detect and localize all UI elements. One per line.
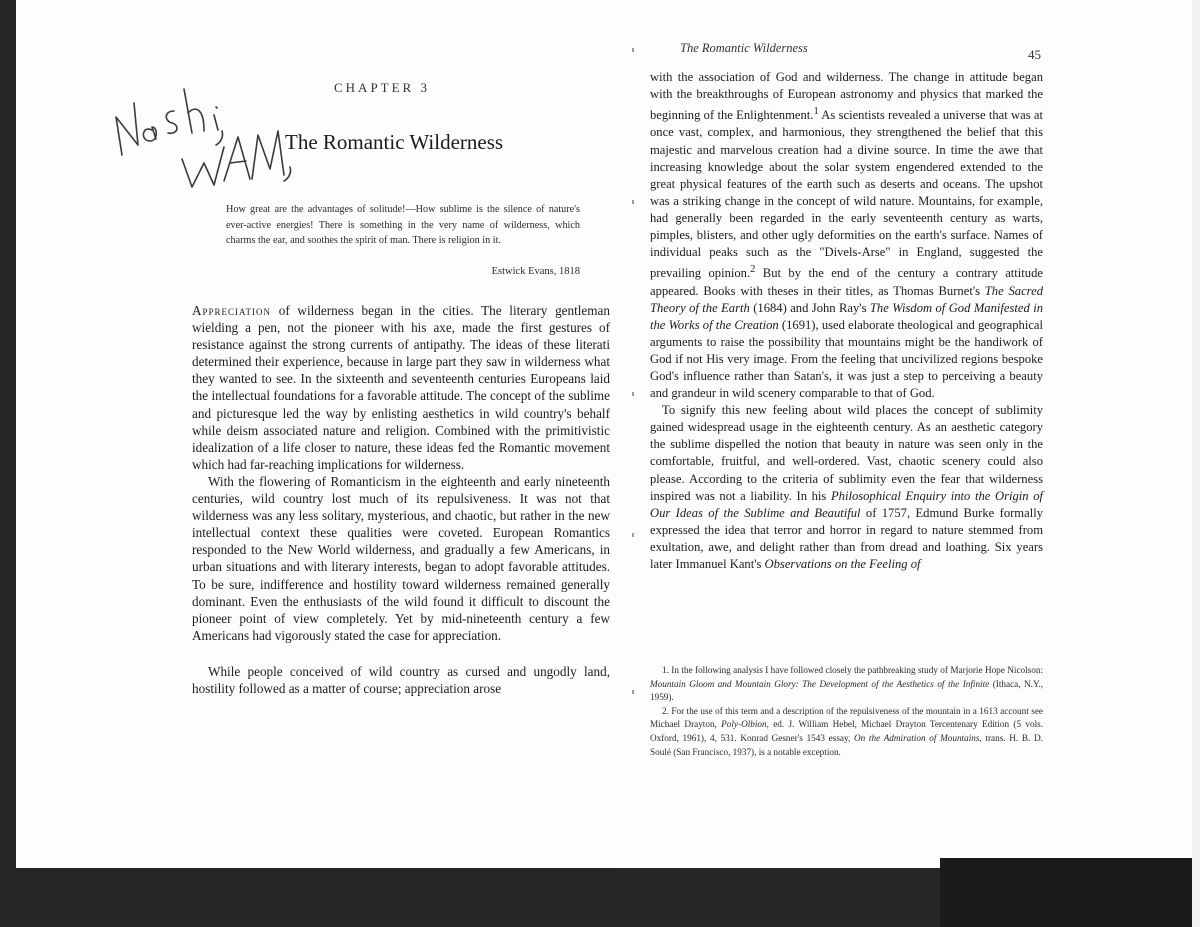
running-head: The Romantic Wilderness — [680, 41, 808, 55]
chapter-label: CHAPTER 3 — [334, 80, 430, 95]
scan-border-bottom-right — [940, 858, 1200, 927]
paragraph-text: (1691), used elaborate theological and geographical arguments to raise the possibility that mountains might be the handiwork of God if not His very image. From the feeling that uncivilized regions bespoke God's influence rather than Satan's, it was just a step to perceiving a beauty and grandeur in wild scenery comparable to that of God. — [650, 317, 1044, 401]
gutter-mark — [632, 48, 634, 52]
left-body-text — [192, 302, 610, 697]
footnote-ref: 2 — [750, 264, 756, 276]
paragraph — [650, 69, 1043, 402]
paragraph-text: of 1757, Edmund Burke formally expressed the idea that terror and horror in regard to nature stemmed from exultation, awe, and delight rather than from dread and loathing. Six years later Immanuel Kant's — [650, 505, 1043, 571]
paragraph-text: As scientists revealed a universe that was at once vast, complex, and harmonious, they strengthened the belief that this majestic and marvelous creation had a divine source. In time the awe that increasing knowledge about the solar system engendered extended to the great physical features of the earth such as deserts and oceans. The upshot was a striking change in the concept of wild nature. Mountains, for example, had generally been regarded in the early seventeenth century as warts, pimples, blisters, and other ugly deformities on the earth's surface. Names of individual peaks such as the "Divels-Arse" in England, suggested the prevailing opinion. — [650, 108, 1043, 281]
scan-border-left — [0, 0, 16, 927]
gutter-mark — [632, 392, 634, 396]
footnote-text: , trans. H. B. D. Soulé (San Francisco, 1937), is a notable exception. — [650, 732, 1043, 757]
chapter-title: The Romantic Wilderness — [285, 130, 504, 154]
book-title: On the Admiration of Mountains — [853, 732, 980, 743]
epigraph: How great are the advantages of solitude!—How sublime is the silence of nature's ever-active energies! There is something in the very name of wilderness, which charms the ear, and soothes the spirit of man. There is religion in it. — [226, 204, 580, 246]
paragraph-lead-word: Appreciation — [192, 303, 272, 318]
footnote-text: , ed. J. William Hebel, Michael Drayton Tercentenary Edition (5 vols. Oxford, 1961), 4, 531. Konrad Gesner's 1543 essay, — [650, 719, 1043, 743]
paragraph: While people conceived of wild country as cursed and ungodly land, hostility followed as a matter of course; appreciation arose — [192, 663, 610, 696]
footnote-ref: 1 — [813, 106, 819, 118]
scan-border-right — [1192, 0, 1200, 927]
book-title: Mountain Gloom and Mountain Glory: The Development of the Aesthetics of the Infinite — [650, 678, 990, 689]
paragraph — [192, 302, 610, 473]
handwritten-note — [112, 75, 302, 195]
right-body-text — [650, 69, 1043, 573]
book-title: The Wisdom of God Manifested in the Works of the Creation — [650, 300, 1043, 332]
paragraph-text: But by the end of the century a contrary attitude appeared. Books with theses in their titles, as Thomas Burnet's — [650, 266, 1043, 298]
book-title: Observations on the Feeling of — [764, 557, 921, 571]
book-title: The Sacred Theory of the Earth — [650, 283, 1043, 315]
gutter-mark — [632, 200, 634, 204]
paragraph-text: of wilderness began in the cities. The literary gentleman wielding a pen, not the pioneer with his axe, made the first gestures of resistance against the strong currents of antipathy. The ideas of these literati determined their experience, because in large part they saw in wilderness what they wanted to see. In the sixteenth and seventeenth centuries Europeans laid the intellectual foundations for a favorable attitude. The concept of the sublime and picturesque led the way by enlisting aesthetics in wild country's behalf while deism associated nature and religion. Combined with the primitivistic idealization of a life closer to nature, these ideas fed the Romantic movement which had far-reaching implications for wilderness. — [192, 303, 610, 472]
paragraph-text: To signify this new feeling about wild places the concept of sublimity gained widespread usage in the eighteenth century. As an aesthetic category the sublime dispelled the notion that beauty in nature was seen only in the comfortable, fruitful, and well-ordered. Vast, chaotic scenery could also please. According to the criteria of sublimity even the fear that wilderness inspired was not a liability. In his — [650, 403, 1043, 503]
gutter-mark — [632, 533, 634, 537]
paragraph: With the flowering of Romanticism in the eighteenth and early nineteenth centuries, wild country lost much of its repulsiveness. It was not that wilderness was any less solitary, mysterious, and chaotic, but rather in the new intellectual context these qualities were coveted. European Romantics responded to the New World wilderness, and gradually a few Americans, in urban situations and with literary interests, began to adopt favorable attitudes. To be sure, indifference and hostility toward wilderness remained generally dominant. Even the enthusiasts of the wild found it difficult to discount the pioneer point of view completely. Yet by mid-nineteenth century a few Americans had vigorously stated the case for appreciation. — [192, 473, 610, 643]
epigraph-source: Estwick Evans, 1818 — [491, 266, 580, 277]
page-number: 45 — [1028, 47, 1041, 62]
paragraph-text: (1684) and John Ray's — [749, 300, 870, 315]
book-title: Philosophical Enquiry into the Origin of Our Ideas of the Sublime and Beautiful — [650, 488, 1043, 520]
footnote-text: 2. For the use of this term and a description of the repulsiveness of the mountain in a 1613 account see Michael Drayton, — [650, 705, 1043, 730]
footnotes — [650, 664, 1043, 759]
paragraph — [650, 402, 1043, 573]
footnote-text: 1. In the following analysis I have followed closely the pathbreaking study of Marjorie Hope Nicolson: — [662, 665, 1043, 675]
book-title: Poly-Olbion — [721, 719, 767, 730]
footnote-text: (Ithaca, N.Y., 1959). — [650, 678, 1043, 703]
footnote — [650, 705, 1043, 759]
paragraph-text: with the association of God and wilderness. The change in attitude began with the breakthroughs of European astronomy and physics that marked the beginning of the Enlightenment. — [650, 70, 1043, 123]
footnote — [650, 664, 1043, 705]
gutter-mark — [632, 690, 634, 694]
